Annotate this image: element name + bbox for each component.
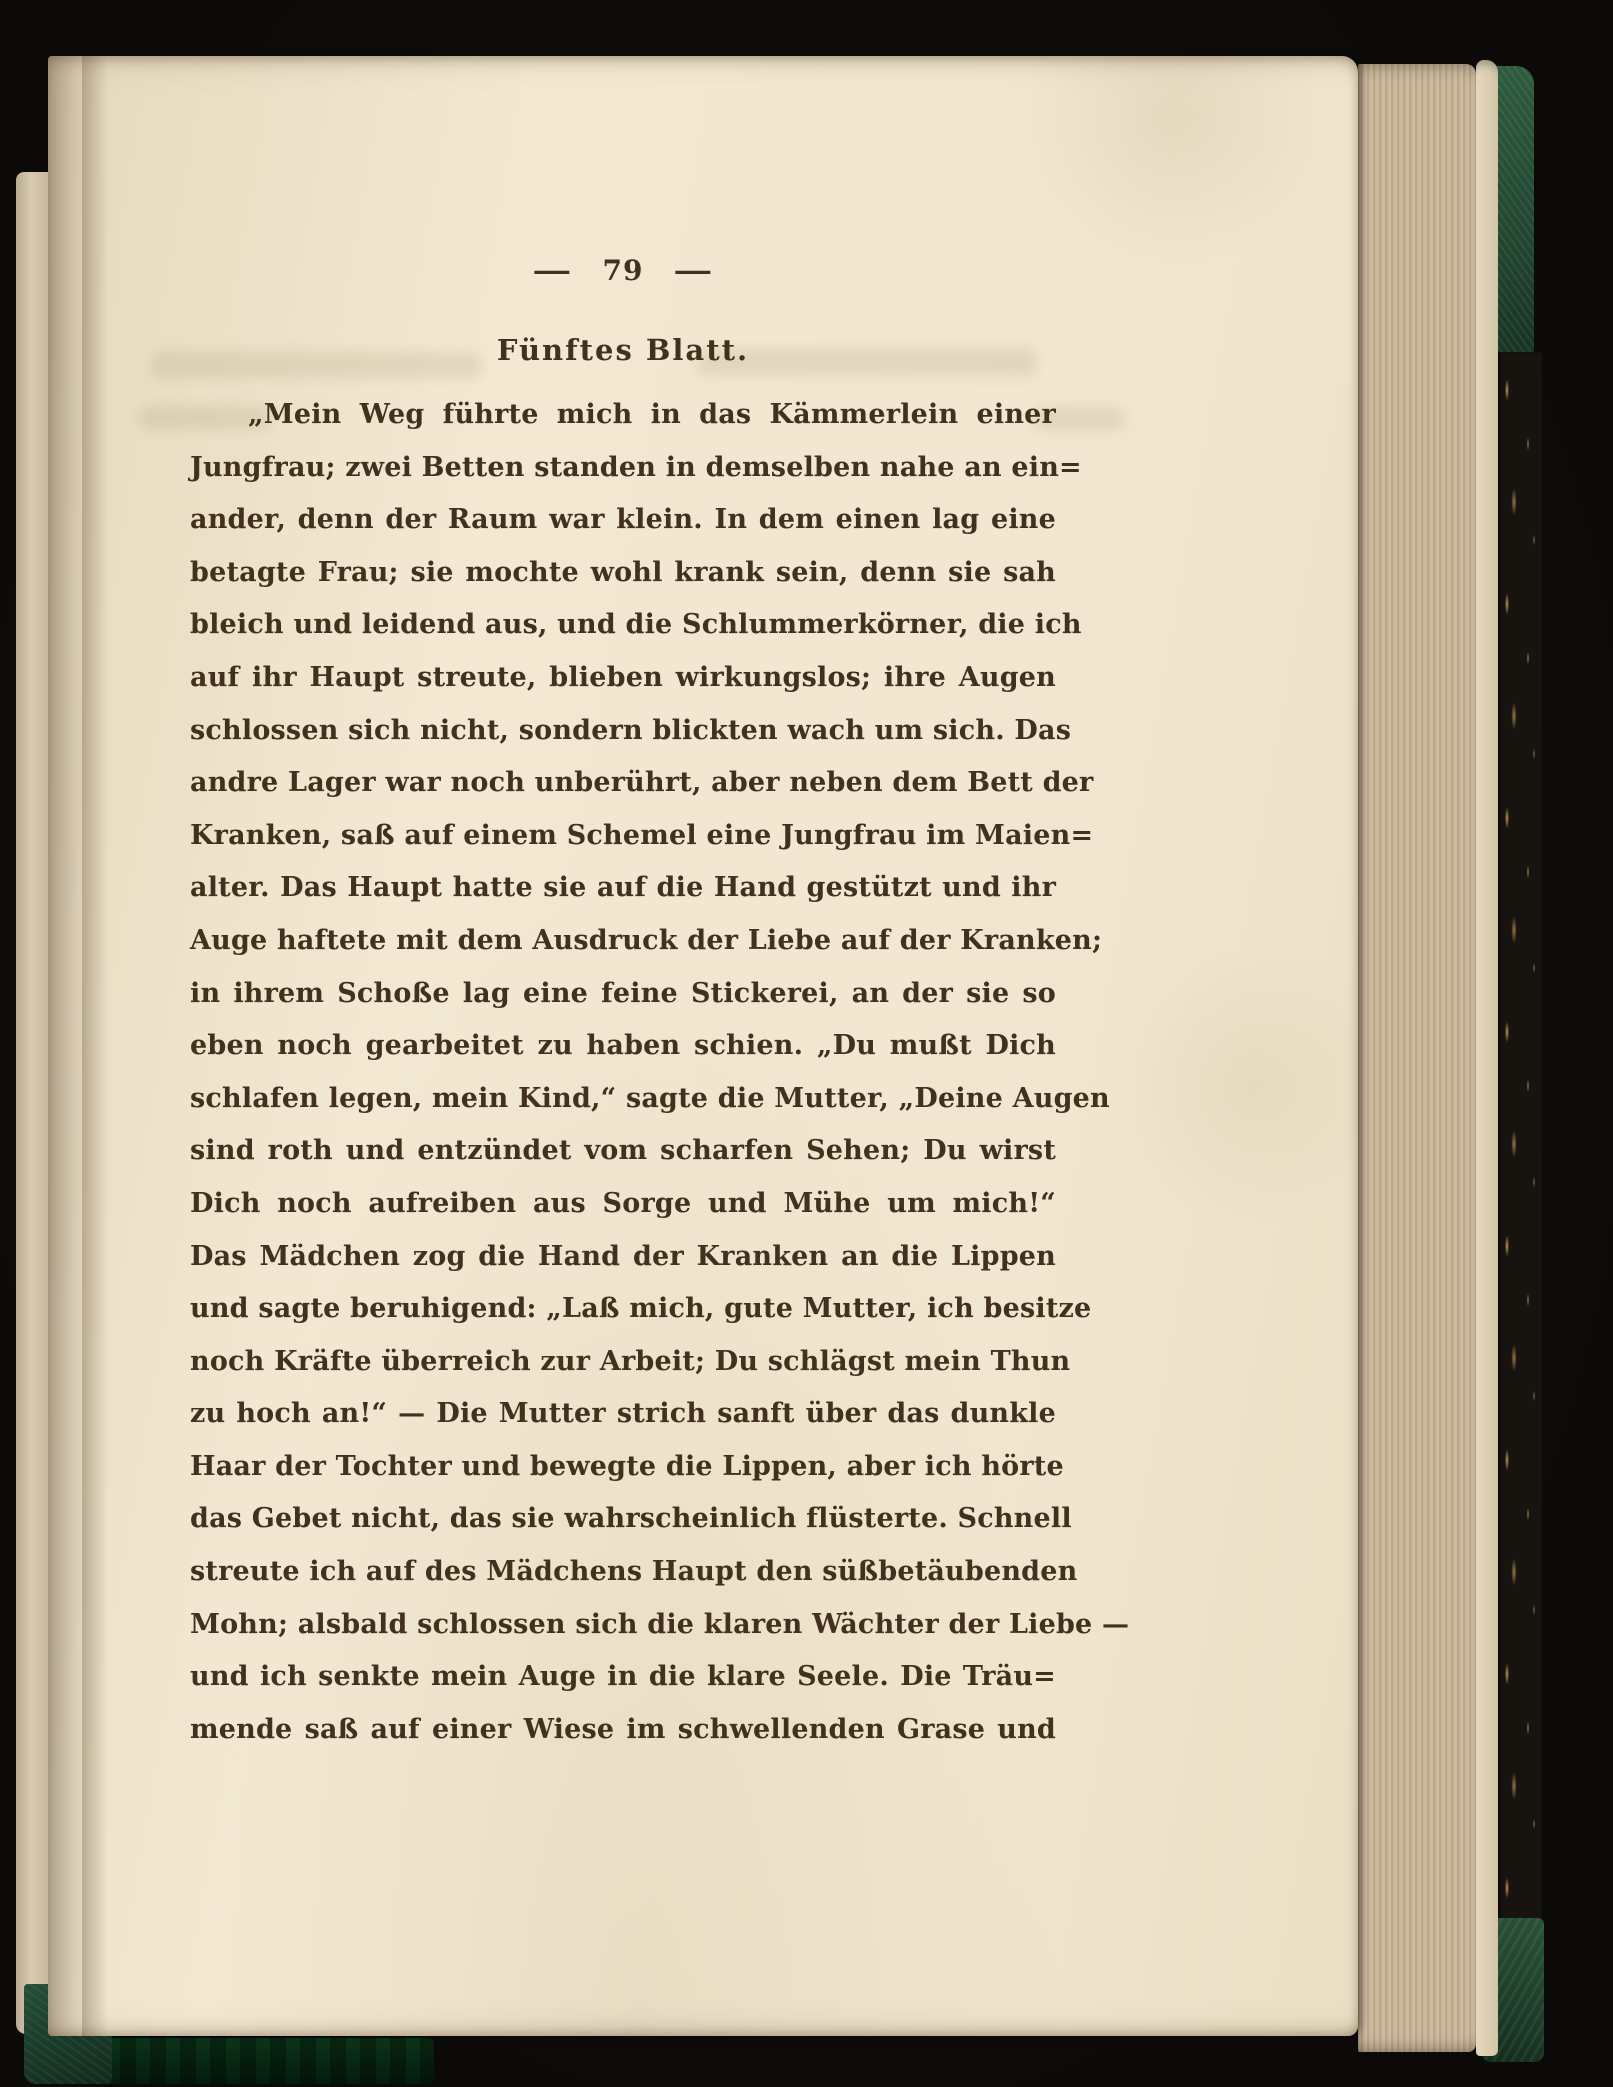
text-line: noch Kräfte überreich zur Arbeit; Du schlägst mein Thun	[190, 1345, 1071, 1377]
text-line: Auge haftete mit dem Ausdruck der Liebe auf der Kranken;	[190, 924, 1103, 956]
text-line: alter. Das Haupt hatte sie auf die Hand gestützt und ihr	[190, 872, 1056, 904]
text-line: betagte Frau; sie mochte wohl krank sein, denn sie sah	[190, 556, 1056, 588]
text-line: Jungfrau; zwei Betten standen in demselben nahe an ein=	[190, 451, 1082, 483]
facing-page-sliver	[16, 172, 50, 2034]
text-line: bleich und leidend aus, und die Schlummerkörner, die ich	[190, 609, 1082, 641]
text-line: das Gebet nicht, das sie wahrscheinlich flüsterte. Schnell	[190, 1503, 1072, 1535]
text-line: eben noch gearbeitet zu haben schien. „Du mußt Dich	[190, 1030, 1056, 1062]
text-line: schlafen legen, mein Kind,“ sagte die Mutter, „Deine Augen	[190, 1082, 1110, 1114]
text-line: Haar der Tochter und bewegte die Lippen, aber ich hörte	[190, 1450, 1064, 1482]
text-line: auf ihr Haupt streute, blieben wirkungslos; ihre Augen	[190, 661, 1056, 693]
text-line: in ihrem Schoße lag eine feine Stickerei, an der sie so	[190, 977, 1056, 1009]
text-line: mende saß auf einer Wiese im schwellenden Grase und	[190, 1713, 1056, 1745]
text-line: Dich noch aufreiben aus Sorge und Mühe um mich!“	[190, 1187, 1056, 1219]
page-number	[190, 254, 1056, 287]
text-line: und sagte beruhigend: „Laß mich, gute Mutter, ich besitze	[190, 1293, 1092, 1325]
text-line: „Mein Weg führte mich in das Kämmerlein einer	[248, 399, 1056, 430]
text-line: sind roth und entzündet vom scharfen Sehen; Du wirst	[190, 1135, 1056, 1167]
cover-marbled-edge	[1498, 352, 1542, 1952]
text-line: und ich senkte mein Auge in die klare Seele. Die Träu=	[190, 1661, 1056, 1693]
body-text	[190, 389, 1130, 1756]
text-line: zu hoch an!“ — Die Mutter strich sanft über das dunkle	[190, 1398, 1056, 1430]
page-number-dash: —	[673, 254, 715, 287]
text-line: schlossen sich nicht, sondern blickten wach um sich. Das	[190, 714, 1072, 746]
outer-leaf-edge	[1476, 60, 1498, 2056]
page-recto	[48, 56, 1358, 2036]
text-line: Mohn; alsbald schlossen sich die klaren Wächter der Liebe —	[190, 1608, 1130, 1640]
printed-area	[190, 254, 1130, 1756]
text-line: ander, denn der Raum war klein. In dem einen lag eine	[190, 504, 1056, 536]
gutter-shadow	[82, 56, 108, 2036]
text-line: streute ich auf des Mädchens Haupt den süßbetäubenden	[190, 1556, 1078, 1588]
fore-edge-pages	[1358, 64, 1476, 2052]
text-line: Kranken, saß auf einem Schemel eine Jungfrau im Maien=	[190, 819, 1094, 851]
page-number-dash: —	[531, 254, 573, 287]
text-line: andre Lager war noch unberührt, aber neben dem Bett der	[190, 767, 1094, 799]
page-heading: Fünftes Blatt.	[496, 333, 750, 367]
page-number-value: 79	[602, 254, 644, 287]
text-line: Das Mädchen zog die Hand der Kranken an die Lippen	[190, 1240, 1056, 1272]
